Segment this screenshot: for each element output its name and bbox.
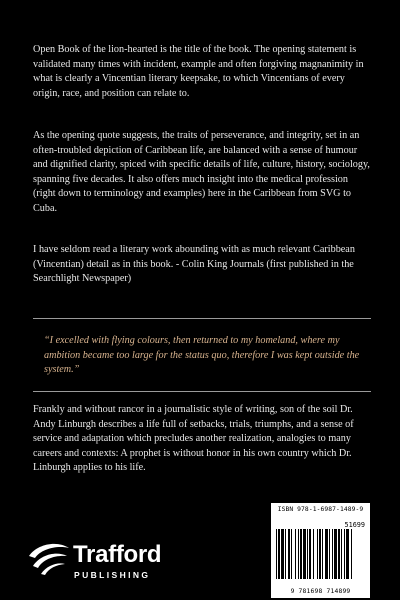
barcode-bars xyxy=(276,529,365,579)
divider-top xyxy=(33,318,371,319)
blurb-paragraph-1: Open Book of the lion-hearted is the title of the book. The opening statement is validated many times with incident, example and often forgiving magnanimity in what is clearly a Vincentian literary keepsake, to which Vincentians of every origin, race, and position can relate to. xyxy=(33,44,364,99)
blurb-paragraph-4: Frankly and without rancor in a journalistic style of writing, son of the soil Dr. Andy Linburgh describes a life full of setbacks, trials, triumphs, and a sense of service and adaptation which precludes another realization, analogies to many careers and contexts: A prophet is without honor in his own country which Dr. Linburgh applies to his life. xyxy=(33,404,354,474)
review-paragraph: I have seldom read a literary work abounding with as much relevant Caribbean (Vincentian) detail as in this book. - Colin King Journals (first published in the Searchlight Newspaper) xyxy=(33,244,355,285)
swoosh-icon xyxy=(27,540,71,576)
ean-number: 9 781698 714899 xyxy=(290,588,351,595)
logo-subtitle: PUBLISHING xyxy=(74,570,151,580)
divider-bottom xyxy=(33,391,371,392)
publisher-logo xyxy=(27,540,207,584)
isbn-barcode xyxy=(271,503,370,598)
isbn-label: ISBN 978-1-6987-1489-9 xyxy=(277,506,364,513)
pull-quote: “I excelled with flying colours, then returned to my homeland, where my ambition became too large for the status quo, therefore I was kept outside the system.” xyxy=(44,335,360,376)
blurb-paragraph-2: As the opening quote suggests, the traits of perseverance, and integrity, set in an often-troubled depiction of Caribbean life, are balanced with a sense of humour and dignified clarity, spiced with specific details of life, culture, history, sociology, spanning five decades. It also offers much insight into the medical profession (right down to terminology and examples) here in the Caribbean from SVG to Cuba. xyxy=(33,130,370,214)
price-code: 51699 xyxy=(344,521,365,529)
logo-wordmark: Trafford xyxy=(73,541,162,568)
